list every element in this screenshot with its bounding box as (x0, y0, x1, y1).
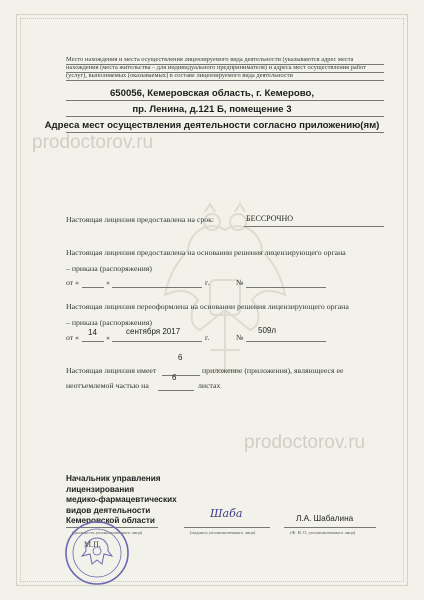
basis-line-1: Настоящая лицензия предоставлена на основании решения лицензирующего органа (66, 248, 346, 257)
underline (82, 341, 104, 342)
reissue-day: 14 (88, 328, 97, 337)
signatory-title-line: Кемеровской области (66, 516, 155, 525)
signatory-name: Л.А. Шабалина (296, 514, 354, 523)
term-label: Настоящая лицензия предоставлена на срок: (66, 215, 215, 224)
underline (162, 375, 200, 376)
appendix-text-2: приложение (приложения), являющееся ее (202, 366, 344, 375)
signatory-title-line: лицензирования (66, 484, 135, 494)
reissue-quote-close: » (106, 333, 110, 342)
basis-from: от « (66, 278, 80, 287)
appendix-text-1: Настоящая лицензия имеет (66, 366, 157, 375)
reissue-year-abbr: г. (205, 333, 210, 342)
seal-place-label: М.П. (84, 540, 101, 549)
underline (66, 80, 384, 81)
underline (66, 64, 384, 65)
appendix-text-4: листах (198, 381, 221, 390)
underline (158, 390, 194, 391)
caption-position: (должность уполномоченного лица) (72, 530, 143, 535)
site-watermark: prodoctorov.ru (32, 132, 154, 153)
underline (66, 116, 384, 117)
appendix-count: 6 (178, 353, 183, 362)
term-value: БЕССРОЧНО (246, 214, 294, 223)
reissue-number-sign: № (236, 333, 244, 342)
site-watermark: prodoctorov.ru (244, 432, 366, 453)
appendix-sheets-count: 6 (172, 373, 177, 382)
reissue-month-year: сентября 2017 (126, 327, 181, 336)
underline (244, 226, 384, 227)
basis-number-sign: № (236, 278, 244, 287)
signatory-title-line: видов деятельности (66, 505, 151, 515)
underline (66, 72, 384, 73)
official-seal-icon (64, 520, 130, 586)
eagle-emblem-watermark-icon (150, 200, 300, 390)
underline (246, 287, 326, 288)
signatory-title-line: медико-фармацевтических (66, 495, 177, 504)
place-of-activity-text: Место нахождения и места осуществления лицензируемого вида деятельности (указываются адрес места нахождения (места жительства – для индивидуального предпринимателя) и адреса мест осуществления работ (услуг), выполняемых (оказываемых) в составе лицензируемого вида деятельности (66, 56, 366, 79)
basis-line-2: – приказа (распоряжения) (66, 264, 152, 273)
appendix-text-3: неотъемлемой частью на (66, 381, 149, 390)
reissue-line-2: – приказа (распоряжения) (66, 318, 152, 327)
caption-signature: (подпись уполномоченного лица) (190, 530, 256, 535)
underline (112, 341, 202, 342)
reissue-line-1: Настоящая лицензия переоформлена на основании решения лицензирующего органа (66, 302, 349, 311)
underline (246, 341, 326, 342)
underline (184, 527, 270, 528)
underline (284, 527, 376, 528)
basis-year-abbr: г. (205, 278, 210, 287)
signatory-title-line: Начальник управления (66, 474, 161, 483)
handwritten-signature: Шаба (210, 507, 243, 520)
underline (112, 287, 202, 288)
underline (66, 100, 384, 101)
address-line-2: пр. Ленина, д.121 Б, помещение 3 (132, 104, 292, 115)
reissue-from: от « (66, 333, 80, 342)
underline (82, 287, 104, 288)
basis-quote-close: » (106, 278, 110, 287)
signatory-title (66, 474, 177, 527)
caption-name: (Ф. И. О. уполномоченного лица) (290, 530, 356, 535)
reissue-order-number: 509л (258, 326, 277, 335)
address-line-1: 650056, Кемеровская область, г. Кемерово, (109, 88, 315, 99)
address-line-3: Адреса мест осуществления деятельности согласно приложению(ям) (44, 120, 380, 131)
